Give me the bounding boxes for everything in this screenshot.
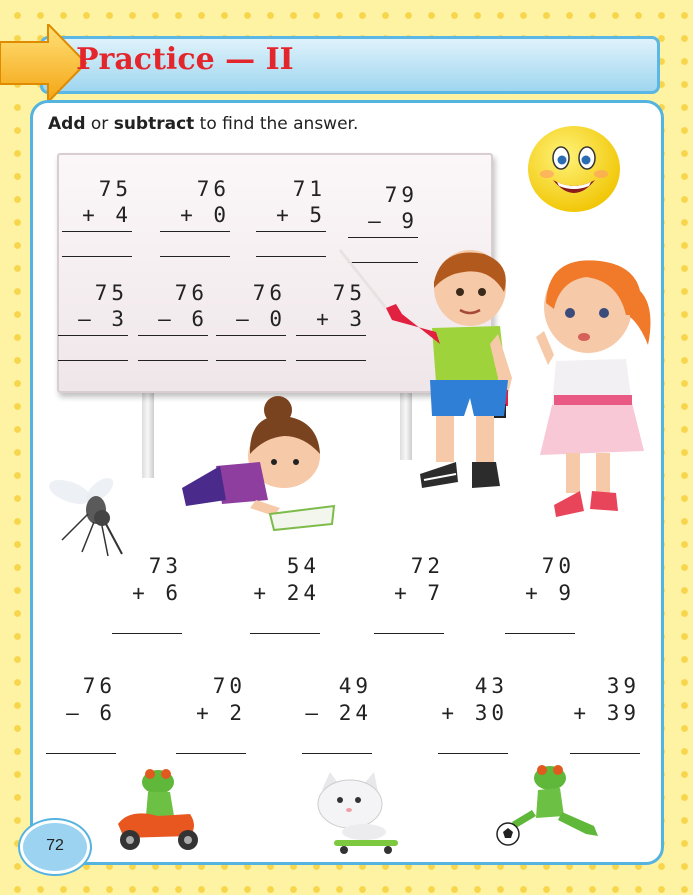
- board-problem: 75 – 3: [58, 280, 128, 361]
- board-problem: 76 – 6: [138, 280, 208, 361]
- board-problem: 71 + 5: [256, 176, 326, 257]
- cat-skateboard-icon: [312, 770, 402, 854]
- board-problem: 76 – 0: [216, 280, 286, 361]
- board-problem: 75 + 3: [296, 280, 366, 361]
- board-problem: 76 + 0: [160, 176, 230, 257]
- mosquito-icon: [48, 470, 128, 556]
- problem: 39 + 39: [570, 673, 640, 754]
- crawling-girl-icon: [176, 396, 341, 536]
- problem: 49 – 24: [302, 673, 372, 754]
- problem: 54 + 24: [250, 553, 320, 634]
- problem: 72 + 7: [374, 553, 444, 634]
- problem: 73 + 6: [112, 553, 182, 634]
- page-number: 72: [46, 837, 64, 854]
- page-number-badge: [20, 820, 90, 874]
- board-leg-left: [142, 388, 154, 478]
- boy-character-icon: [372, 248, 522, 496]
- frog-football-icon: [494, 762, 606, 848]
- girl-character-icon: [508, 255, 658, 525]
- page-title: Practice — II: [76, 42, 294, 77]
- board-problem: 75 + 4: [62, 176, 132, 257]
- problem: 70 + 2: [176, 673, 246, 754]
- arrow-icon: [0, 24, 88, 102]
- problem: 43 + 30: [438, 673, 508, 754]
- instruction-text: Add or subtract to find the answer.: [48, 114, 359, 134]
- problem: 76 – 6: [46, 673, 116, 754]
- board-problem: 79 – 9: [348, 182, 418, 263]
- smiley-face-icon: [527, 124, 622, 214]
- frog-scooter-icon: [110, 764, 202, 854]
- problem: 70 + 9: [505, 553, 575, 634]
